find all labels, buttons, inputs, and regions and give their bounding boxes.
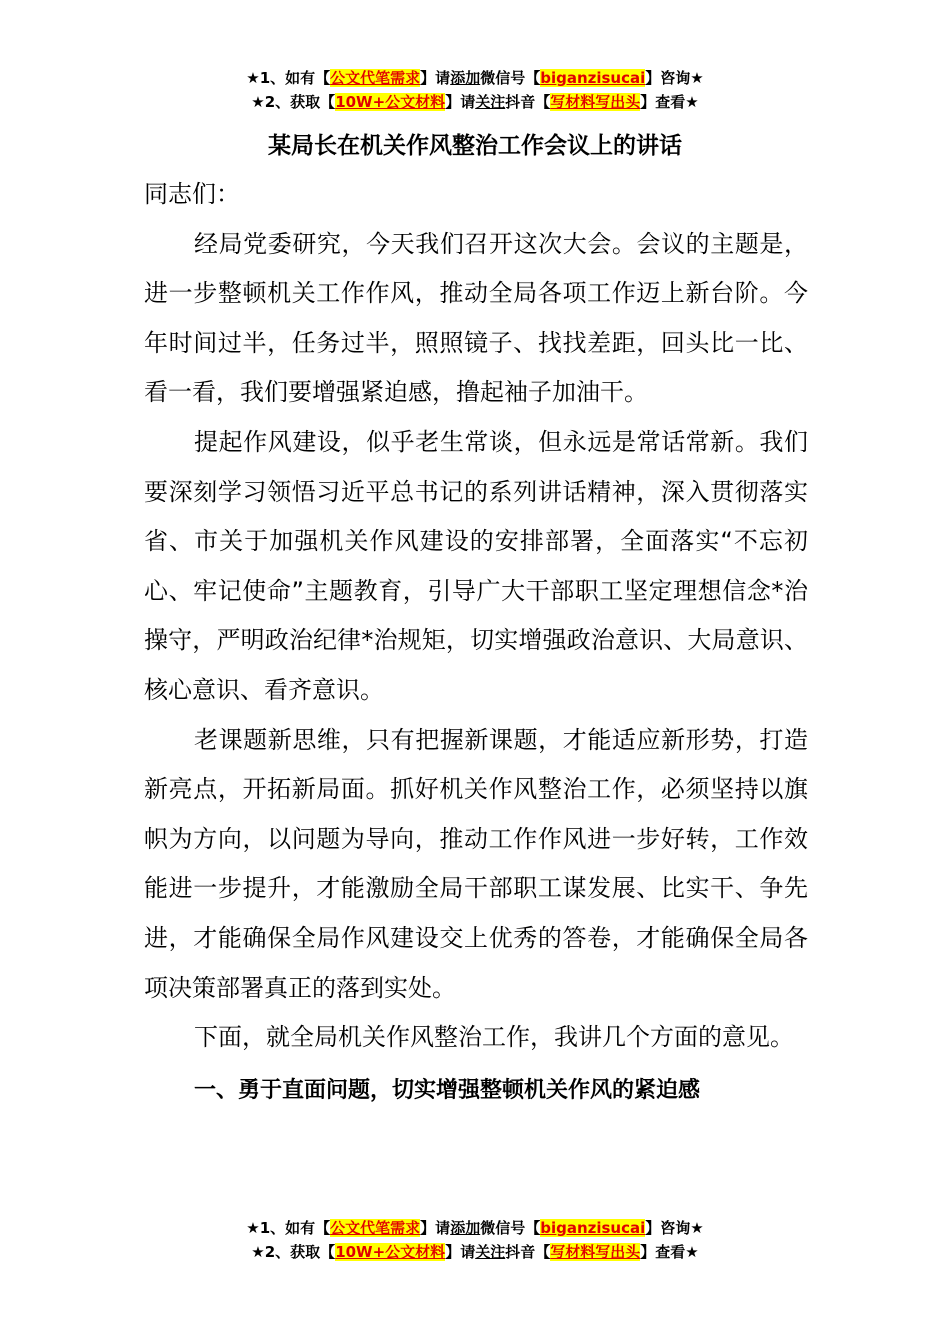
- promo-text: 】咨询★: [645, 69, 704, 87]
- promo-highlight-douyin-account: 写材料写出头: [550, 93, 641, 111]
- promo-text: 】请: [445, 1243, 476, 1261]
- promo-underline-follow: 关注: [475, 1243, 506, 1261]
- promo-highlight-materials: 10W+公文材料: [335, 93, 446, 111]
- paragraph-3: 老课题新思维，只有把握新课题，才能适应新形势，打造新亮点，开拓新局面。抓好机关作风整治工作，必须坚持以旗帜为方向，以问题为导向，推动工作作风进一步好转，工作效能进一步提升，才能激励全局干部职工谋发展、比实干、争先进，才能确保全局作风建设交上优秀的答卷，才能确保全局各项决策部署真正的落到实处。: [144, 725, 808, 1002]
- promo-highlight-wechat-id: biganzisucai: [540, 1219, 646, 1237]
- bottom-promo-banner: [0, 1216, 950, 1264]
- promo-line-1: [0, 1216, 950, 1240]
- promo-text: 】查看★: [640, 1243, 699, 1261]
- promo-line-2: [0, 1240, 950, 1264]
- promo-text: 】请: [445, 93, 476, 111]
- section-heading-1: 一、勇于直面问题，切实增强整顿机关作风的紧迫感: [194, 1077, 701, 1103]
- promo-text: ★1、如有【: [246, 69, 331, 87]
- promo-underline-follow: 关注: [475, 93, 506, 111]
- promo-line-2: [0, 90, 950, 114]
- promo-text: 】咨询★: [645, 1219, 704, 1237]
- promo-underline-add: 添加: [450, 1219, 481, 1237]
- document-title: 某局长在机关作风整治工作会议上的讲话: [268, 133, 682, 159]
- promo-text: 抖音【: [505, 93, 551, 111]
- top-promo-banner: [0, 66, 950, 114]
- promo-text: 】请: [420, 1219, 451, 1237]
- promo-line-1: [0, 66, 950, 90]
- promo-text: ★2、获取【: [251, 1243, 336, 1261]
- promo-underline-add: 添加: [450, 69, 481, 87]
- promo-text: 】查看★: [640, 93, 699, 111]
- promo-text: 微信号【: [480, 1219, 541, 1237]
- promo-highlight-wechat-id: biganzisucai: [540, 69, 646, 87]
- salutation: 同志们：: [144, 180, 240, 208]
- paragraph-4: 下面，就全局机关作风整治工作，我讲几个方面的意见。: [194, 1023, 794, 1052]
- promo-highlight-service: 公文代笔需求: [330, 1219, 421, 1237]
- promo-text: ★1、如有【: [246, 1219, 331, 1237]
- promo-text: 抖音【: [505, 1243, 551, 1261]
- paragraph-1: 经局党委研究，今天我们召开这次大会。会议的主题是，进一步整顿机关工作作风，推动全局各项工作迈上新台阶。今年时间过半，任务过半，照照镜子、找找差距，回头比一比、看一看，我们要增强紧迫感，撸起袖子加油干。: [144, 229, 808, 407]
- document-body: [144, 170, 808, 1111]
- promo-text: 】请: [420, 69, 451, 87]
- promo-text: 微信号【: [480, 69, 541, 87]
- promo-text: ★2、获取【: [251, 93, 336, 111]
- paragraph-2: 提起作风建设，似乎老生常谈，但永远是常话常新。我们要深刻学习领悟习近平总书记的系列讲话精神，深入贯彻落实省、市关于加强机关作风建设的安排部署，全面落实“不忘初心、牢记使命”主题教育，引导广大干部职工坚定理想信念*治操守，严明政治纪律*治规矩，切实增强政治意识、大局意识、核心意识、看齐意识。: [144, 427, 808, 704]
- promo-highlight-materials: 10W+公文材料: [335, 1243, 446, 1261]
- promo-highlight-service: 公文代笔需求: [330, 69, 421, 87]
- promo-highlight-douyin-account: 写材料写出头: [550, 1243, 641, 1261]
